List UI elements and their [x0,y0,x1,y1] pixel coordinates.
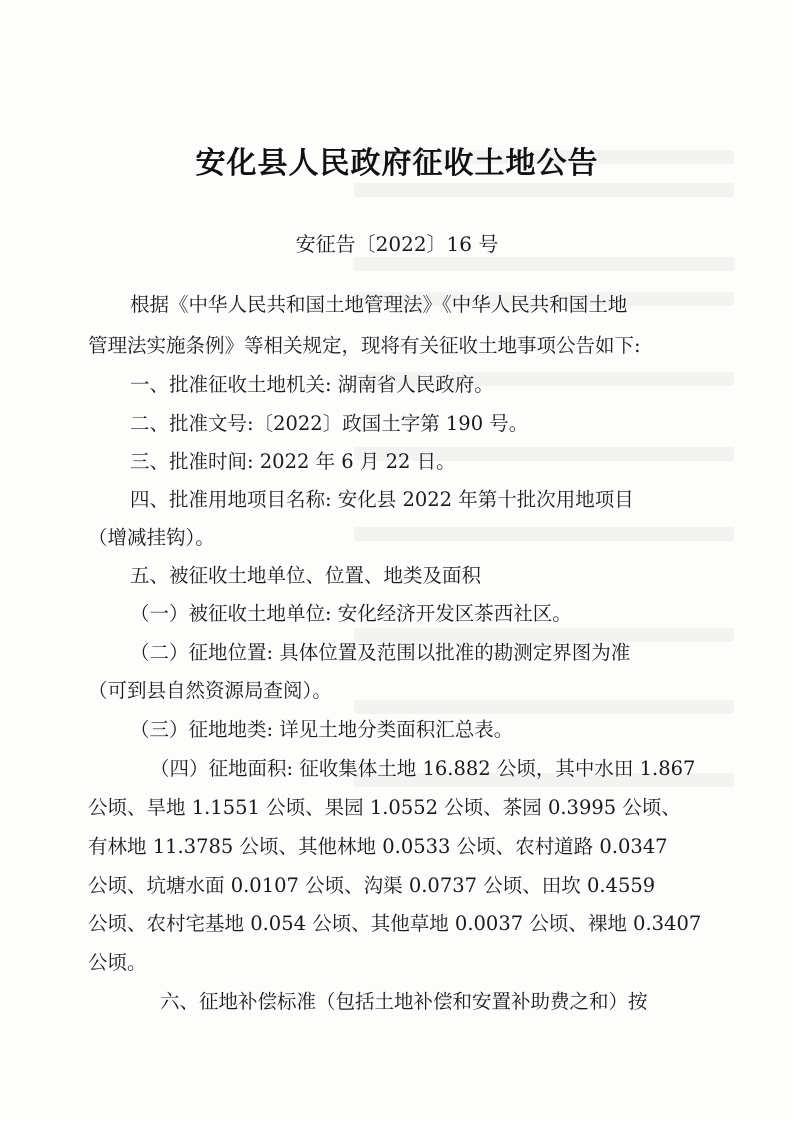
body-line: （二）征地位置: 具体位置及范围以批准的勘测定界图为准 [130,641,631,664]
body-line: （四）征地面积: 征收集体土地 16.882 公顷，其中水田 1.867 [150,757,696,780]
body-line: （可到县自然资源局查阅）。 [88,679,332,702]
bleed-through-mark [354,527,734,541]
body-line: 六、征地补偿标准（包括土地补偿和安置补助费之和）按 [160,990,648,1013]
body-line: 五、被征收土地单位、位置、地类及面积 [130,564,482,587]
document-number: 安征告〔2022〕16 号 [295,232,499,256]
bleed-through-mark [354,257,734,271]
body-line: （增减挂钩）。 [88,526,215,549]
body-line: （一）被征收土地单位: 安化经济开发区茶西社区。 [130,602,572,625]
body-line: 二、批准文号:〔2022〕政国土字第 190 号。 [130,412,529,435]
body-line: 公顷、旱地 1.1551 公顷、果园 1.0552 公顷、茶园 0.3995 公顷、 [88,796,681,819]
body-line: 一、批准征收土地机关: 湖南省人民政府。 [130,373,494,396]
body-line: 公顷、农村宅基地 0.054 公顷、其他草地 0.0037 公顷、裸地 0.3407 [88,912,702,935]
body-line: （三）征地地类: 详见土地分类面积汇总表。 [130,718,514,741]
bleed-through-mark [354,700,734,714]
body-line: 管理法实施条例》等相关规定，现将有关征收土地事项公告如下: [88,334,641,357]
body-line: 三、批准时间: 2022 年 6 月 22 日。 [130,450,456,473]
body-line: 根据《中华人民共和国土地管理法》《中华人民共和国土地 [130,293,628,316]
body-line: 有林地 11.3785 公顷、其他林地 0.0533 公顷、农村道路 0.0347 [88,835,668,858]
body-line: 公顷、坑塘水面 0.0107 公顷、沟渠 0.0737 公顷、田坎 0.4559 [88,874,656,897]
notice-title: 安化县人民政府征收土地公告 [195,146,599,181]
bleed-through-mark [354,628,734,642]
bleed-through-mark [354,183,734,197]
body-line: 四、批准用地项目名称: 安化县 2022 年第十批次用地项目 [130,488,634,511]
body-line: 公顷。 [88,951,147,974]
